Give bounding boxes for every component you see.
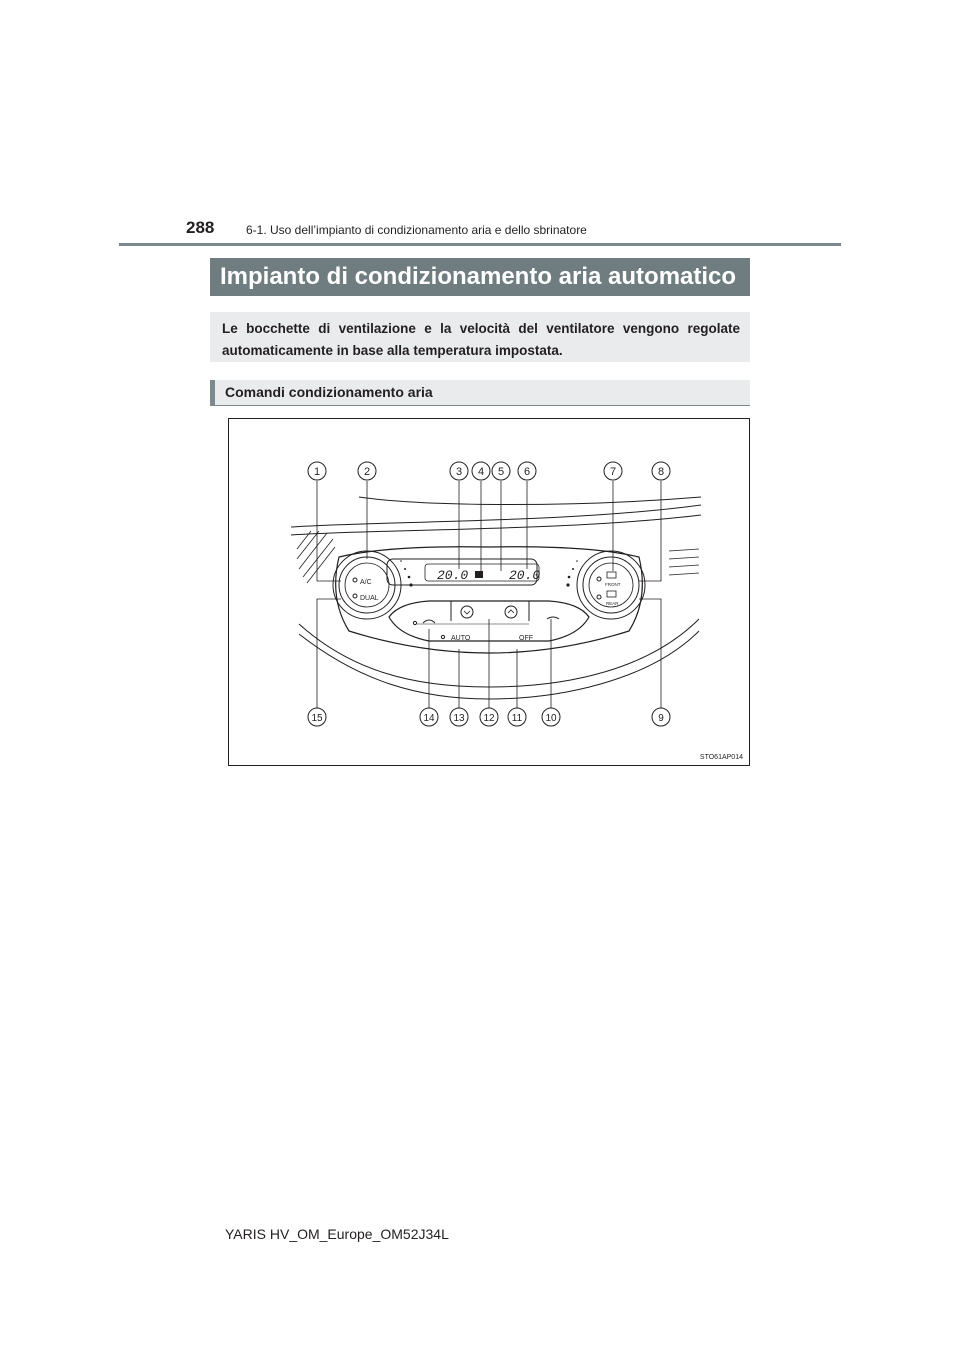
page-title: Impianto di condizionamento aria automatico [210,258,750,296]
callout-label-13: 13 [453,713,465,724]
front-defroster-button[interactable]: FRONT [605,582,621,587]
callout-label-6: 6 [523,466,531,478]
recirculation-icon [423,620,435,623]
callout-label-11: 11 [511,713,523,724]
callout-label-14: 14 [423,713,435,724]
callout-label-1: 1 [313,466,321,478]
callout-label-8: 8 [657,466,665,478]
section-header: 6-1. Uso dell’impianto di condizionamento aria e dello sbrinatore [246,223,587,237]
rear-defroster-button[interactable]: REAR [606,601,619,606]
fan-level-icon [475,571,483,578]
front-defroster-icon [607,572,616,578]
callout-label-3: 3 [455,466,463,478]
callout-label-10: 10 [545,713,557,724]
auto-button[interactable]: AUTO [451,635,471,642]
fan-up-button[interactable] [505,606,517,618]
subheading: Comandi condizionamento aria [210,380,750,406]
callout-label-12: 12 [483,713,495,724]
fan-down-button[interactable] [461,606,473,618]
display-right-temp: 20.0 [509,568,541,583]
intro-text: Le bocchette di ventilazione e la velocità del ventilatore vengono regolate automaticamente in base alla temperatura impostata. [210,312,750,362]
page-number: 288 [186,218,215,237]
off-button[interactable]: OFF [519,635,533,642]
footer-document-id: YARIS HV_OM_Europe_OM52J34L [225,1226,449,1242]
callout-label-4: 4 [477,466,485,478]
figure-code: STO61AP014 [699,754,743,761]
climate-panel-drawing [229,419,749,765]
left-vent-icon [297,531,335,583]
right-vent-icon [669,549,699,575]
callout-label-5: 5 [497,466,505,478]
air-intake-button[interactable] [413,621,416,624]
callout-label-7: 7 [609,466,617,478]
airflow-mode-icon [547,617,559,619]
callout-label-15: 15 [311,713,323,724]
display-left-temp: 20.0 [437,568,469,583]
ac-button[interactable]: A/C [360,579,372,586]
header-rule [119,243,841,246]
rear-defroster-icon [607,591,616,597]
dual-button[interactable]: DUAL [360,595,379,602]
climate-control-figure [228,418,750,766]
callout-label-9: 9 [658,713,664,724]
callout-label-2: 2 [363,466,371,478]
